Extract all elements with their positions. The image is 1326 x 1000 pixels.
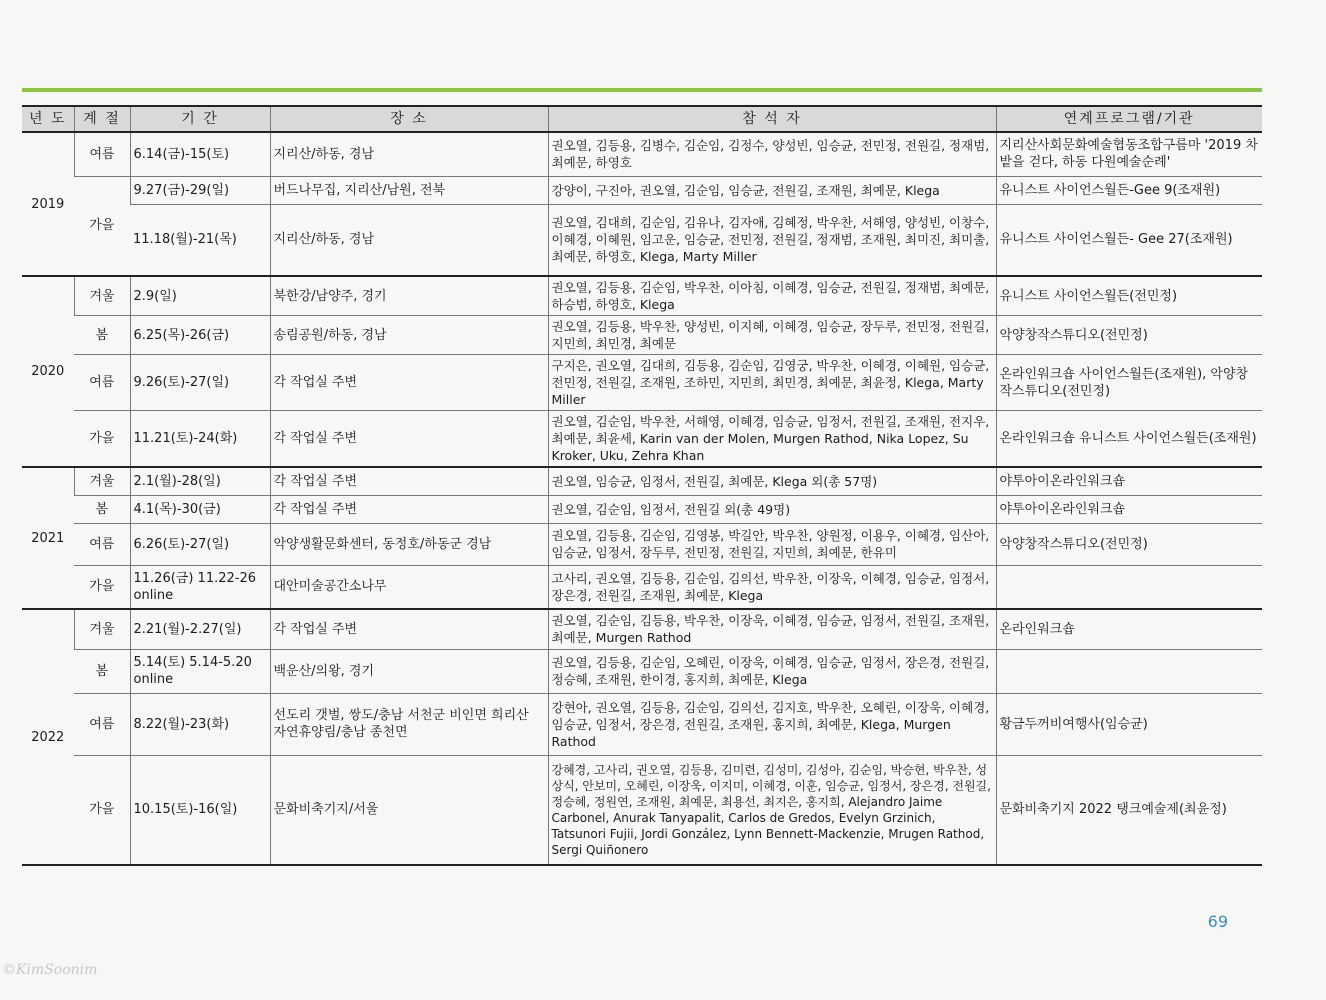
attendees-cell: 권오열, 김대희, 김순임, 김유나, 김자애, 김혜정, 박우찬, 서해영, 양성빈, 이창수, 이혜경, 이혜원, 임고운, 임승균, 전민정, 전원길, 정재범, 조재원, 최미진, 최미출, 최예문, 하영호, Klega, Marty Miller [548, 204, 996, 276]
attendees-cell: 권오열, 김등용, 김병수, 김순임, 김정수, 양성빈, 임승균, 전민정, 전원길, 정재범, 최예문, 하영호 [548, 132, 996, 176]
season-cell: 봄 [74, 649, 130, 693]
year-cell: 2021 [22, 467, 74, 609]
period-cell: 6.26(토)-27(일) [130, 523, 270, 565]
table-row [22, 495, 1262, 523]
period-cell: 5.14(토) 5.14-5.20 online [130, 649, 270, 693]
program-cell: 유니스트 사이언스월든- Gee 27(조재원) [996, 204, 1262, 276]
period-cell: 6.14(금)-15(토) [130, 132, 270, 176]
table-row [22, 523, 1262, 565]
attendees-cell: 권오열, 김순임, 김등용, 박우찬, 이장욱, 이혜경, 임승균, 임정서, 전원길, 조재원, 최예문, Murgen Rathod [548, 609, 996, 649]
place-cell: 지리산/하동, 경남 [270, 204, 548, 276]
period-cell: 11.18(월)-21(목) [130, 204, 270, 276]
table-row [22, 565, 1262, 609]
period-cell: 6.25(목)-26(금) [130, 316, 270, 355]
period-cell: 9.27(금)-29(일) [130, 176, 270, 204]
season-cell: 겨울 [74, 467, 130, 495]
place-cell: 각 작업실 주변 [270, 411, 548, 468]
table-row [22, 467, 1262, 495]
place-cell: 각 작업실 주변 [270, 355, 548, 411]
season-cell: 가을 [74, 411, 130, 468]
table-row [22, 276, 1262, 316]
season-cell: 겨울 [74, 276, 130, 316]
attendees-cell: 권오열, 임승균, 임정서, 전원길, 최예문, Klega 외(총 57명) [548, 467, 996, 495]
program-cell: 유니스트 사이언스월든(전민정) [996, 276, 1262, 316]
place-cell: 북한강/남양주, 경기 [270, 276, 548, 316]
period-cell: 2.21(월)-2.27(일) [130, 609, 270, 649]
attendees-cell: 권오열, 김등용, 김순임, 오혜린, 이장욱, 이혜경, 임승균, 임정서, 장은경, 전원길, 정승혜, 조재원, 한이경, 홍지희, 최예문, Klega [548, 649, 996, 693]
header-season: 계 절 [74, 106, 130, 132]
schedule-table [22, 105, 1262, 866]
table-row [22, 755, 1262, 865]
season-cell: 가을 [74, 565, 130, 609]
table-row [22, 204, 1262, 276]
season-cell: 가을 [74, 176, 130, 276]
period-cell: 10.15(토)-16(일) [130, 755, 270, 865]
attendees-cell: 고사리, 권오열, 김등용, 김순임, 김의선, 박우찬, 이장욱, 이혜경, 임승균, 임정서, 장은경, 전원길, 조재원, 최예문, Klega [548, 565, 996, 609]
season-cell: 가을 [74, 755, 130, 865]
period-cell: 11.26(금) 11.22-26 online [130, 565, 270, 609]
period-cell: 8.22(월)-23(화) [130, 693, 270, 755]
place-cell: 대안미술공간소나무 [270, 565, 548, 609]
year-cell: 2019 [22, 132, 74, 276]
attendees-cell: 강현아, 권오열, 김등용, 김순임, 김의선, 김지호, 박우찬, 오혜린, 이장욱, 이혜경, 임승균, 임정서, 장은경, 전원길, 조재원, 홍지희, 최예문, Klega, Murgen Rathod [548, 693, 996, 755]
place-cell: 각 작업실 주변 [270, 495, 548, 523]
program-cell: 온라인워크숍 사이언스월든(조재원), 악양창작스튜디오(전민정) [996, 355, 1262, 411]
program-cell: 문화비축기지 2022 탱크예술제(최윤정) [996, 755, 1262, 865]
attendees-cell: 권오열, 김순임, 임정서, 전원길 외(총 49명) [548, 495, 996, 523]
place-cell: 백운산/의왕, 경기 [270, 649, 548, 693]
year-cell: 2020 [22, 276, 74, 467]
period-cell: 4.1(목)-30(금) [130, 495, 270, 523]
header-period: 기 간 [130, 106, 270, 132]
header-attendees: 참 석 자 [548, 106, 996, 132]
header-year: 년 도 [22, 106, 74, 132]
place-cell: 송림공원/하동, 경남 [270, 316, 548, 355]
table-row [22, 649, 1262, 693]
attendees-cell: 강양이, 구진아, 권오열, 김순임, 임승균, 전원길, 조재원, 최예문, Klega [548, 176, 996, 204]
table-row [22, 176, 1262, 204]
season-cell: 여름 [74, 132, 130, 176]
place-cell: 선도리 갯벌, 쌍도/충남 서천군 비인면 희리산 자연휴양림/충남 종천면 [270, 693, 548, 755]
period-cell: 2.9(일) [130, 276, 270, 316]
attendees-cell: 권오열, 김등용, 김순임, 박우찬, 이아침, 이혜경, 임승균, 전원길, 정재범, 최예문, 하승범, 하영호, Klega [548, 276, 996, 316]
season-cell: 봄 [74, 495, 130, 523]
place-cell: 지리산/하동, 경남 [270, 132, 548, 176]
attendees-cell: 권오열, 김등용, 박우찬, 양성빈, 이지혜, 이혜경, 임승균, 장두루, 전민정, 전원길, 지민희, 최민경, 최예문 [548, 316, 996, 355]
place-cell: 문화비축기지/서울 [270, 755, 548, 865]
season-cell: 봄 [74, 316, 130, 355]
program-cell: 황금두꺼비여행사(임승균) [996, 693, 1262, 755]
program-cell: 지리산사회문화예술협동조합구름마 '2019 차밭을 걷다, 하동 다원예술순례' [996, 132, 1262, 176]
program-cell: 온라인워크숍 [996, 609, 1262, 649]
table-row [22, 411, 1262, 468]
attendees-cell: 구지은, 권오열, 김대희, 김등용, 김순임, 김영궁, 박우찬, 이혜경, 이혜원, 임승균, 전민정, 전원길, 조재원, 조하민, 지민희, 최민경, 최예문, 최윤정, Klega, Marty Miller [548, 355, 996, 411]
header-rule [22, 88, 1262, 92]
season-cell: 겨울 [74, 609, 130, 649]
program-cell: 야투아이온라인워크숍 [996, 467, 1262, 495]
season-cell: 여름 [74, 523, 130, 565]
period-cell: 2.1(월)-28(일) [130, 467, 270, 495]
table-row [22, 609, 1262, 649]
program-cell: 유니스트 사이언스월든-Gee 9(조재원) [996, 176, 1262, 204]
season-cell: 여름 [74, 693, 130, 755]
attendees-cell: 권오열, 김등용, 김순임, 김영봉, 박길안, 박우찬, 양원정, 이용우, 이혜경, 임산아, 임승균, 임정서, 장두루, 전민정, 전원길, 지민희, 최예문, 한유미 [548, 523, 996, 565]
year-cell: 2022 [22, 609, 74, 865]
program-cell: 온라인워크숍 유니스트 사이언스월든(조재원) [996, 411, 1262, 468]
period-cell: 9.26(토)-27(일) [130, 355, 270, 411]
program-cell: 악양창작스튜디오(전민정) [996, 523, 1262, 565]
table-row [22, 132, 1262, 176]
watermark: ©KimSoonim [2, 962, 98, 978]
table-row [22, 316, 1262, 355]
program-cell [996, 649, 1262, 693]
table-row [22, 693, 1262, 755]
program-cell [996, 565, 1262, 609]
season-cell: 여름 [74, 355, 130, 411]
table-header-row [22, 106, 1262, 132]
page-number: 69 [1207, 912, 1228, 931]
table-row [22, 355, 1262, 411]
place-cell: 버드나무집, 지리산/남원, 전북 [270, 176, 548, 204]
header-place: 장 소 [270, 106, 548, 132]
attendees-cell: 강혜경, 고사리, 권오열, 김등용, 김미련, 김성미, 김성아, 김순임, 박승현, 박우찬, 성상식, 안보미, 오혜린, 이장욱, 이지미, 이혜경, 이훈, 임승균, 임정서, 장은경, 전원길, 정승혜, 정원연, 조재원, 최예문, 최용선, 최지은, 홍지희, Alejandro Jaime Carbonel, Anurak Tanyapalit, Carlos de Gredos, Evelyn Grzinich, Tatsunori Fujii, Jordi González, Lynn Bennett-Mackenzie, Mrugen Rathod, Sergi Quiñonero [548, 755, 996, 865]
place-cell: 각 작업실 주변 [270, 609, 548, 649]
period-cell: 11.21(토)-24(화) [130, 411, 270, 468]
program-cell: 악양창작스튜디오(전민정) [996, 316, 1262, 355]
place-cell: 악양생활문화센터, 동정호/하동군 경남 [270, 523, 548, 565]
attendees-cell: 권오열, 김순임, 박우찬, 서해영, 이혜경, 임승균, 임정서, 전원길, 조재원, 전지우, 최예문, 최윤세, Karin van der Molen, Murgen Rathod, Nika Lopez, Su Kroker, Uku, Zehra Khan [548, 411, 996, 468]
program-cell: 야투아이온라인워크숍 [996, 495, 1262, 523]
header-program: 연계프로그램/기관 [996, 106, 1262, 132]
place-cell: 각 작업실 주변 [270, 467, 548, 495]
